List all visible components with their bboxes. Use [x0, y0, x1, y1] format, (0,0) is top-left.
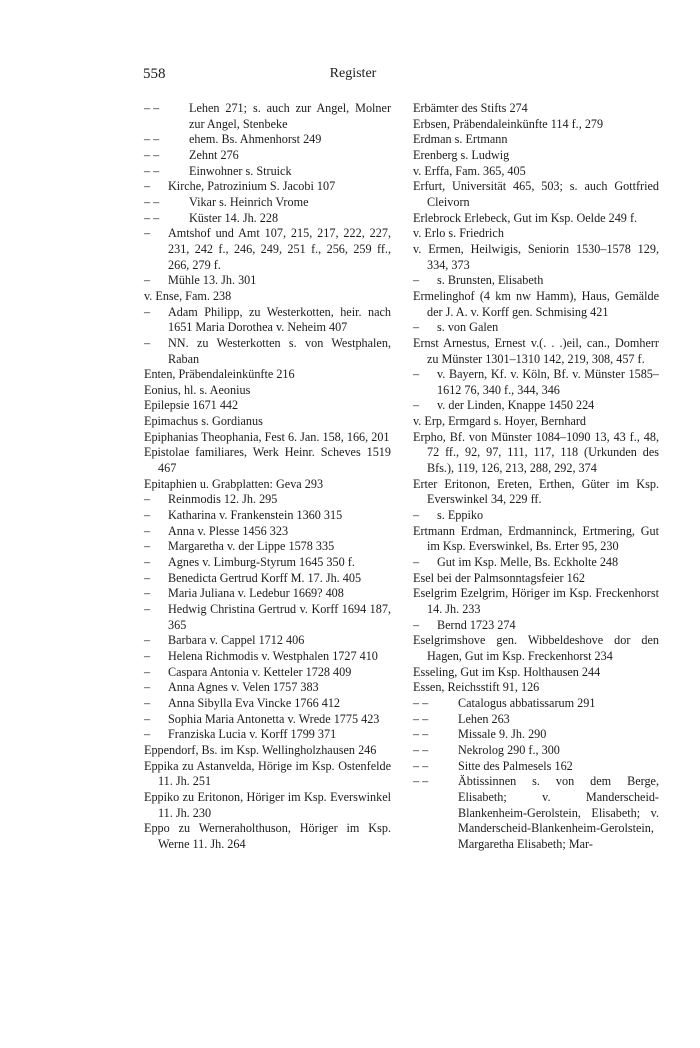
index-entry [144, 132, 391, 148]
entry-dash: – – [413, 727, 429, 742]
entry-text: Missale 9. Jh. 290 [458, 727, 547, 742]
entry-text: Reinmodis 12. Jh. 295 [168, 492, 278, 507]
entry-dash: – – [144, 194, 160, 209]
entry-text: Franziska Lucia v. Korff 1799 371 [168, 727, 337, 742]
entry-dash: – [413, 555, 420, 570]
entry-dash: – [144, 492, 151, 507]
index-column-left [144, 101, 391, 853]
entry-dash: – [413, 617, 420, 632]
entry-dash: – – [413, 742, 429, 757]
index-entry [413, 336, 659, 367]
index-entry [144, 649, 391, 665]
entry-dash: – [413, 508, 420, 523]
entry-dash: – – [144, 163, 160, 178]
index-entry [144, 101, 391, 132]
index-entry [413, 727, 659, 743]
entry-text: v. Bayern, Kf. v. Köln, Bf. v. Münster 1585–1612 76, 340 f., 344, 346 [437, 367, 659, 397]
index-entry [413, 477, 659, 508]
entry-text: Erbämter des Stifts 274 [413, 101, 528, 115]
entry-text: Hedwig Christina Gertrud v. Korff 1694 187, 365 [168, 602, 391, 632]
index-column-right [413, 101, 659, 853]
index-entry [144, 492, 391, 508]
entry-dash: – [144, 711, 151, 726]
index-entry [413, 555, 659, 571]
entry-text: Anna Agnes v. Velen 1757 383 [168, 680, 319, 695]
entry-dash: – – [413, 695, 429, 710]
entry-text: Erlebrock Erlebeck, Gut im Ksp. Oelde 249 f. [413, 210, 638, 225]
entry-text: v. Erffa, Fam. 365, 405 [413, 163, 526, 178]
index-entry [144, 727, 391, 743]
entry-text: Erbsen, Präbendaleinkünfte 114 f., 279 [413, 116, 604, 131]
index-entry [144, 305, 391, 336]
entry-text: Benedicta Gertrud Korff M. 17. Jh. 405 [168, 570, 362, 585]
index-entry [413, 320, 659, 336]
index-entry [144, 633, 391, 649]
entry-text: Küster 14. Jh. 228 [189, 210, 279, 225]
index-entry [413, 398, 659, 414]
entry-text: Eonius, hl. s. Aeonius [144, 382, 251, 397]
entry-text: Eppika zu Astanvelda, Hörige im Ksp. Ostenfelde 11. Jh. 251 [144, 758, 391, 789]
entry-dash: – [144, 695, 151, 710]
entry-text: Zehnt 276 [189, 147, 239, 162]
index-entry [413, 759, 659, 775]
index-entry [413, 289, 659, 320]
index-entry [413, 774, 659, 852]
entry-text: v. der Linden, Knappe 1450 224 [437, 398, 595, 413]
entry-text: Epitaphien u. Grabplatten: Geva 293 [144, 476, 324, 491]
entry-text: Erdman s. Ertmann [413, 132, 508, 147]
running-title: Register [329, 66, 377, 81]
index-entry [144, 790, 391, 821]
entry-text: Enten, Präbendaleinkünfte 216 [144, 367, 295, 382]
entry-text: v. Ermen, Heilwigis, Seniorin 1530–1578 129, 334, 373 [413, 241, 659, 272]
entry-text: v. Erp, Ermgard s. Hoyer, Bernhard [413, 414, 587, 429]
entry-dash: – [144, 523, 151, 538]
index-entry [144, 383, 391, 399]
entry-dash: – – [144, 147, 160, 162]
index-entry [413, 179, 659, 210]
index-entry [144, 226, 391, 273]
index-entry [144, 179, 391, 195]
page-header [143, 66, 563, 86]
index-entry [144, 336, 391, 367]
entry-text: Erenberg s. Ludwig [413, 147, 510, 162]
index-entry [144, 665, 391, 681]
entry-dash: – [144, 555, 151, 570]
index-entry [413, 101, 659, 117]
entry-text: Barbara v. Cappel 1712 406 [168, 633, 305, 648]
index-entry [144, 759, 391, 790]
entry-text: Eppiko zu Eritonon, Höriger im Ksp. Everswinkel 11. Jh. 230 [144, 789, 391, 820]
index-entry [144, 555, 391, 571]
entry-text: Einwohner s. Struick [189, 163, 292, 178]
index-entry [144, 602, 391, 633]
index-entry [413, 148, 659, 164]
index-entry [413, 414, 659, 430]
index-entry [144, 148, 391, 164]
entry-dash: – [144, 179, 151, 194]
entry-text: Mühle 13. Jh. 301 [168, 273, 257, 288]
entry-dash: – [144, 664, 151, 679]
entry-text: Nekrolog 290 f., 300 [458, 742, 560, 757]
index-entry [413, 524, 659, 555]
index-entry [144, 211, 391, 227]
entry-dash: – [144, 648, 151, 663]
entry-dash: – [413, 273, 420, 288]
index-entry [144, 164, 391, 180]
entry-text: Agnes v. Limburg-Styrum 1645 350 f. [168, 555, 355, 570]
entry-text: Esel bei der Palmsonntagsfeier 162 [413, 570, 585, 585]
entry-text: Katharina v. Frankenstein 1360 315 [168, 508, 343, 523]
entry-text: Eselgrimshove gen. Wibbeldeshove dor den Hagen, Gut im Ksp. Freckenhorst 234 [413, 633, 659, 663]
entry-dash: – – [144, 132, 160, 147]
entry-dash: – [144, 633, 151, 648]
entry-text: Eppo zu Werneraholthuson, Höriger im Ksp. Werne 11. Jh. 264 [144, 821, 391, 851]
entry-text: Maria Juliana v. Ledebur 1669? 408 [168, 586, 344, 601]
index-entry [413, 508, 659, 524]
entry-text: v. Erlo s. Friedrich [413, 226, 504, 241]
entry-text: Helena Richmodis v. Westphalen 1727 410 [168, 648, 378, 663]
index-entry [144, 821, 391, 852]
entry-text: s. Brunsten, Elisabeth [437, 273, 544, 288]
index-entry [144, 195, 391, 211]
entry-text: Adam Philipp, zu Westerkotten, heir. nach 1651 Maria Dorothea v. Neheim 407 [168, 304, 391, 335]
index-entry [413, 164, 659, 180]
entry-text: Epiphanias Theophania, Fest 6. Jan. 158, 166, 201 [144, 429, 390, 444]
index-entry [413, 618, 659, 634]
entry-text: Ertmann Erdman, Erdmanninck, Ertmering, Gut im Ksp. Everswinkel, Bs. Erter 95, 230 [413, 523, 659, 554]
entry-dash: – – [144, 210, 160, 225]
entry-text: Caspara Antonia v. Ketteler 1728 409 [168, 664, 352, 679]
index-entry [144, 289, 391, 305]
index-entry [413, 273, 659, 289]
entry-text: Amtshof und Amt 107, 215, 217, 222, 227, 231, 242 f., 246, 249, 251 f., 256, 259 ff., 266, 279 f. [168, 226, 391, 272]
index-entry [413, 132, 659, 148]
index-entry [144, 430, 391, 446]
entry-text: Lehen 271; s. auch zur Angel, Molner zur Angel, Stenbeke [189, 101, 391, 131]
entry-dash: – [144, 680, 151, 695]
entry-text: Erter Eritonon, Ereten, Erthen, Güter im Ksp. Everswinkel 34, 229 ff. [413, 476, 659, 507]
entry-dash: – – [413, 774, 429, 789]
entry-text: Epilepsie 1671 442 [144, 398, 239, 413]
index-entry [144, 743, 391, 759]
entry-text: Erfurt, Universität 465, 503; s. auch Gottfried Cleivorn [413, 179, 659, 209]
entry-text: ehem. Bs. Ahmenhorst 249 [189, 132, 322, 147]
index-entry [144, 539, 391, 555]
index-entry [413, 430, 659, 477]
entry-dash: – [144, 602, 151, 616]
index-entry [413, 242, 659, 273]
index-entry [413, 117, 659, 133]
index-entry [144, 571, 391, 587]
index-entry [144, 445, 391, 476]
entry-dash: – [144, 727, 151, 742]
entry-text: Äbtissinnen s. von dem Berge, Elisabeth; v. Manderscheid-Blankenheim-Gerolstein, Elisabeth; v. Manderscheid-Blankenheim-Gerolstein, Margaretha Elisabeth; Mar- [458, 774, 659, 851]
entry-text: Sitte des Palmesels 162 [458, 758, 573, 773]
entry-text: Eppendorf, Bs. im Ksp. Wellingholzhausen 246 [144, 742, 377, 757]
entry-text: NN. zu Westerkotten s. von Westphalen, Raban [168, 335, 391, 366]
page-number: 558 [143, 66, 166, 82]
entry-text: Epistolae familiares, Werk Heinr. Scheves 1519 467 [144, 445, 391, 476]
entry-dash: – – [413, 758, 429, 773]
index-entry [413, 367, 659, 398]
index-entry [413, 743, 659, 759]
entry-text: Margaretha v. der Lippe 1578 335 [168, 539, 335, 554]
index-entry [144, 696, 391, 712]
entry-text: Esseling, Gut im Ksp. Holthausen 244 [413, 664, 601, 679]
index-entry [144, 586, 391, 602]
entry-text: Erpho, Bf. von Münster 1084–1090 13, 43 f., 48, 72 ff., 92, 97, 111, 117, 118 (Urkunden des Bfs.), 119, 126, 213, 288, 292, 374 [413, 429, 659, 476]
entry-text: Essen, Reichsstift 91, 126 [413, 680, 540, 695]
entry-dash: – [144, 570, 151, 585]
entry-text: Sophia Maria Antonetta v. Wrede 1775 423 [168, 711, 380, 726]
entry-dash: – [413, 367, 420, 382]
index-entry [144, 712, 391, 728]
entry-dash: – – [144, 101, 160, 115]
entry-text: Ernst Arnestus, Ernest v.(. . .)eil, can., Domherr zu Münster 1301–1310 142, 219, 308, 457 f. [413, 335, 659, 366]
entry-text: Catalogus abbatissarum 291 [458, 695, 596, 710]
entry-dash: – [413, 320, 420, 335]
index-entry [144, 680, 391, 696]
index-entry [413, 633, 659, 664]
entry-dash: – [144, 539, 151, 554]
entry-text: Anna Sibylla Eva Vincke 1766 412 [168, 695, 341, 710]
index-entry [413, 680, 659, 696]
index-entry [144, 367, 391, 383]
entry-dash: – [144, 335, 151, 350]
entry-dash: – [144, 508, 151, 523]
index-entry [144, 273, 391, 289]
index-entry [413, 586, 659, 617]
entry-text: s. Eppiko [437, 508, 484, 523]
index-entry [413, 696, 659, 712]
entry-dash: – [144, 273, 151, 288]
entry-text: s. von Galen [437, 320, 499, 335]
entry-text: Anna v. Plesse 1456 323 [168, 523, 289, 538]
entry-dash: – [413, 398, 420, 413]
index-entry [413, 665, 659, 681]
index-entry [144, 414, 391, 430]
entry-text: Lehen 263 [458, 711, 510, 726]
entry-text: Bernd 1723 274 [437, 617, 516, 632]
entry-dash: – [144, 226, 151, 241]
index-entry [413, 571, 659, 587]
entry-text: Gut im Ksp. Melle, Bs. Eckholte 248 [437, 555, 619, 570]
entry-text: Vikar s. Heinrich Vrome [189, 194, 309, 209]
entry-text: Eselgrim Ezelgrim, Höriger im Ksp. Freckenhorst 14. Jh. 233 [413, 586, 659, 616]
index-entry [413, 712, 659, 728]
entry-text: Ermelinghof (4 km nw Hamm), Haus, Gemälde der J. A. v. Korff gen. Schmising 421 [413, 288, 659, 319]
index-entry [413, 226, 659, 242]
entry-text: Kirche, Patrozinium S. Jacobi 107 [168, 179, 336, 194]
index-entry [413, 211, 659, 227]
index-entry [144, 477, 391, 493]
entry-dash: – – [413, 711, 429, 726]
entry-dash: – [144, 586, 151, 601]
index-entry [144, 508, 391, 524]
entry-text: v. Ense, Fam. 238 [144, 288, 232, 303]
entry-text: Epimachus s. Gordianus [144, 414, 263, 429]
entry-dash: – [144, 304, 151, 319]
index-entry [144, 524, 391, 540]
index-entry [144, 398, 391, 414]
